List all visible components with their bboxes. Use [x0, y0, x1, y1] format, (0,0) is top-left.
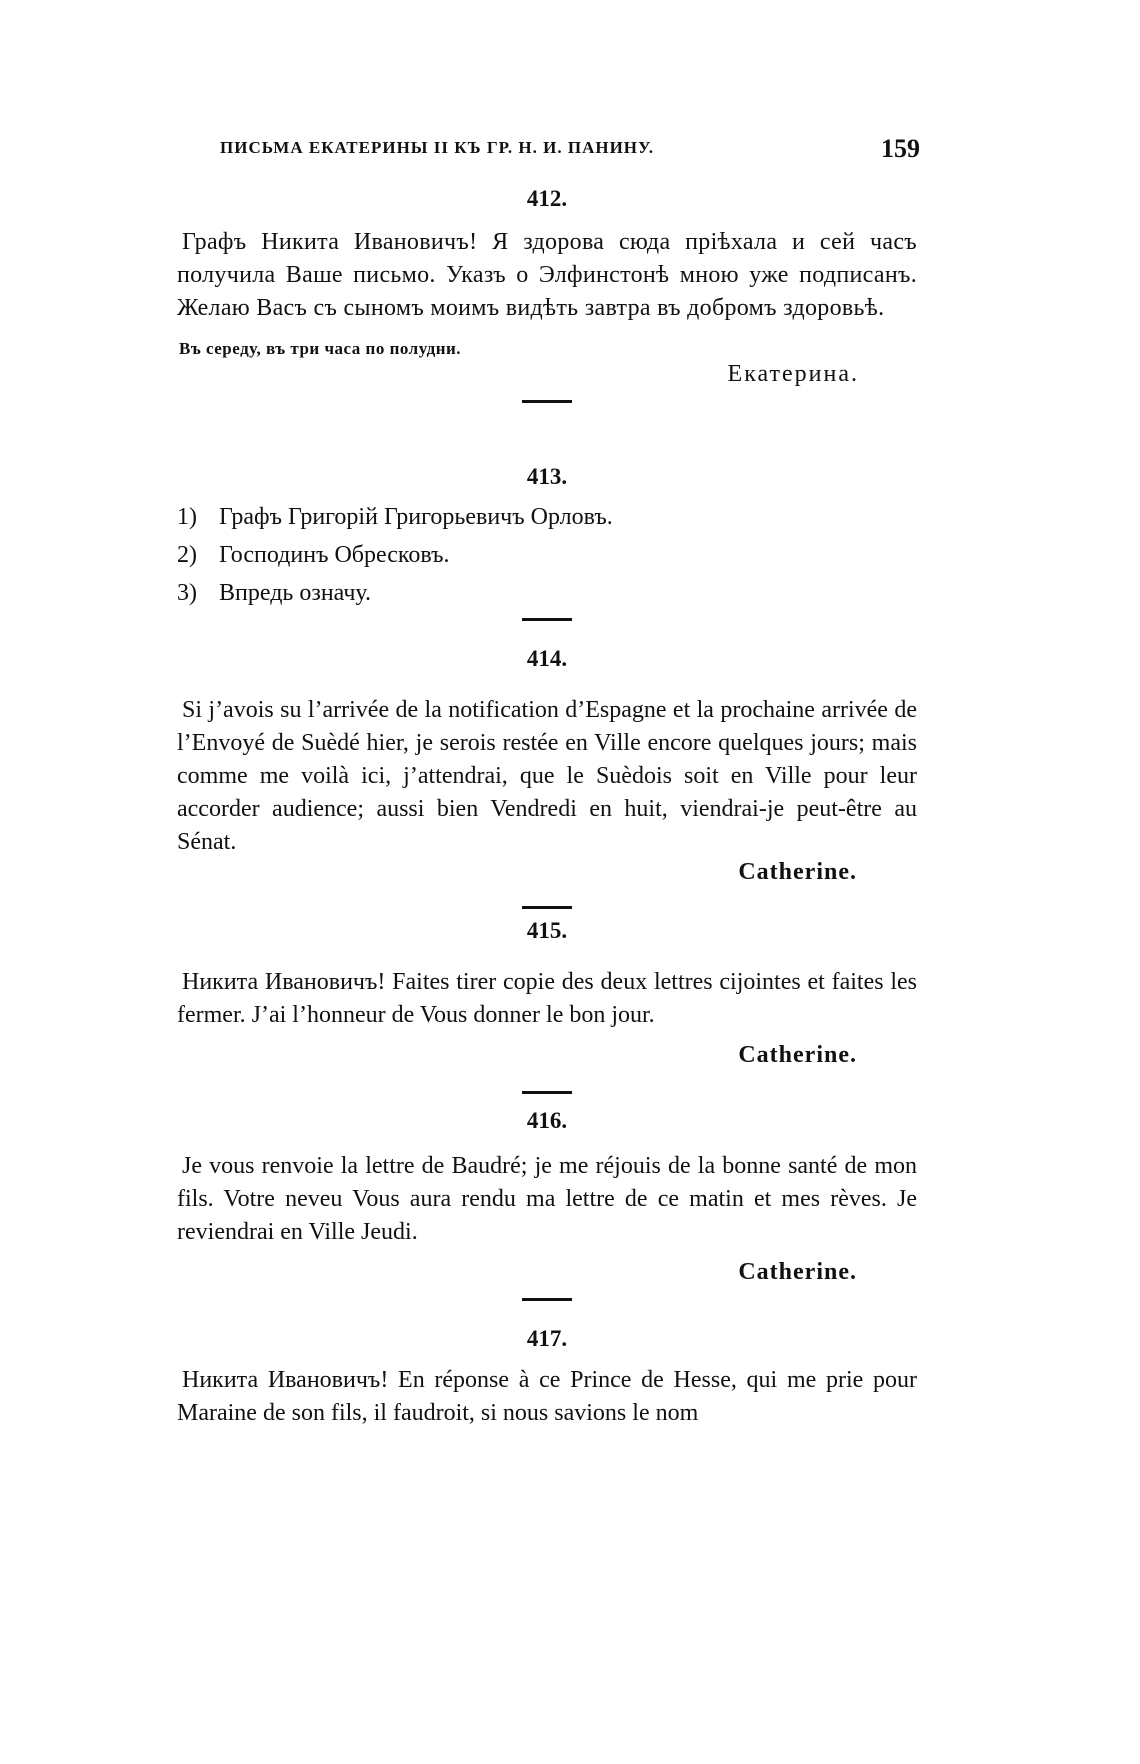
letter-text: Si j’avois su l’arrivée de la notification d’Espagne et la prochaine arrivée de l’Envoyé de Suèdé hier, je serois restée en Ville encore quelques jours; mais comme me voilà ici, j’attendrai, que le Suèdois soit en Ville pour leur accorder audience; aussi bien Vendredi en huit, viendrai-je peut-être au Sénat.: [177, 697, 917, 855]
separator-rule: [522, 618, 572, 621]
letter-417: [177, 1326, 917, 1430]
separator-rule: [522, 1298, 572, 1301]
separator-rule: [522, 400, 572, 403]
letter-number: 412.: [526, 186, 568, 211]
letter-number: 417.: [526, 1326, 568, 1351]
separator-rule: [522, 906, 572, 909]
letter-416: [177, 1108, 917, 1301]
list-item-text: Графъ Григорій Григорьевичъ Орловъ.: [219, 504, 613, 530]
letter-signature: Catherine.: [738, 1259, 857, 1285]
letter-413: [177, 464, 917, 621]
running-title: ПИСЬМА ЕКАТЕРИНЫ II КЪ ГР. Н. И. ПАНИНУ.: [220, 138, 654, 157]
letter-text: Никита Ивановичъ! En réponse à ce Prince de Hesse, qui me prie pour Maraine de son fils, il faudroit, si nous savions le nom: [177, 1367, 917, 1426]
list-item: [177, 536, 917, 574]
letter-list: [177, 498, 917, 612]
list-item: [177, 574, 917, 612]
letter-text: Je vous renvoie la lettre de Baudré; je me réjouis de la bonne santé de mon fils. Votre neveu Vous aura rendu ma lettre de ce matin et mes rèves. Je reviendrai en Ville Jeudi.: [177, 1153, 917, 1245]
letter-415: [177, 918, 917, 1094]
page-header: [180, 134, 920, 168]
letter-signature: Catherine.: [738, 859, 857, 885]
letter-text: Графъ Никита Ивановичъ! Я здорова сюда пріѣхала и сей часъ получила Ваше письмо. Указъ о Элфинстонѣ мною уже подписанъ. Желаю Васъ съ сыномъ моимъ видѣть завтра въ добромъ здоровьѣ.: [177, 229, 917, 321]
list-item-text: Впредь означу.: [219, 580, 372, 606]
list-item-text: Господинъ Обресковъ.: [219, 542, 450, 568]
letter-signature: Екатерина.: [727, 361, 859, 387]
letter-number: 414.: [526, 646, 568, 671]
letter-number: 413.: [526, 464, 568, 489]
letter-date-note: Въ середу, въ три часа по полудни.: [179, 339, 462, 358]
list-item-number: 2): [177, 542, 197, 568]
letter-text: Никита Ивановичъ! Faites tirer copie des deux lettres cijointes et faites les fermer. J’ai l’honneur de Vous donner le bon jour.: [177, 969, 917, 1028]
letter-signature: Catherine.: [738, 1042, 857, 1068]
list-item-number: 1): [177, 504, 197, 530]
list-item: [177, 498, 917, 536]
letter-414: [177, 646, 917, 909]
list-item-number: 3): [177, 580, 197, 606]
letter-412: [177, 186, 917, 403]
letter-number: 415.: [526, 918, 568, 943]
page-number: 159: [881, 134, 920, 163]
letter-number: 416.: [526, 1108, 568, 1133]
separator-rule: [522, 1091, 572, 1094]
